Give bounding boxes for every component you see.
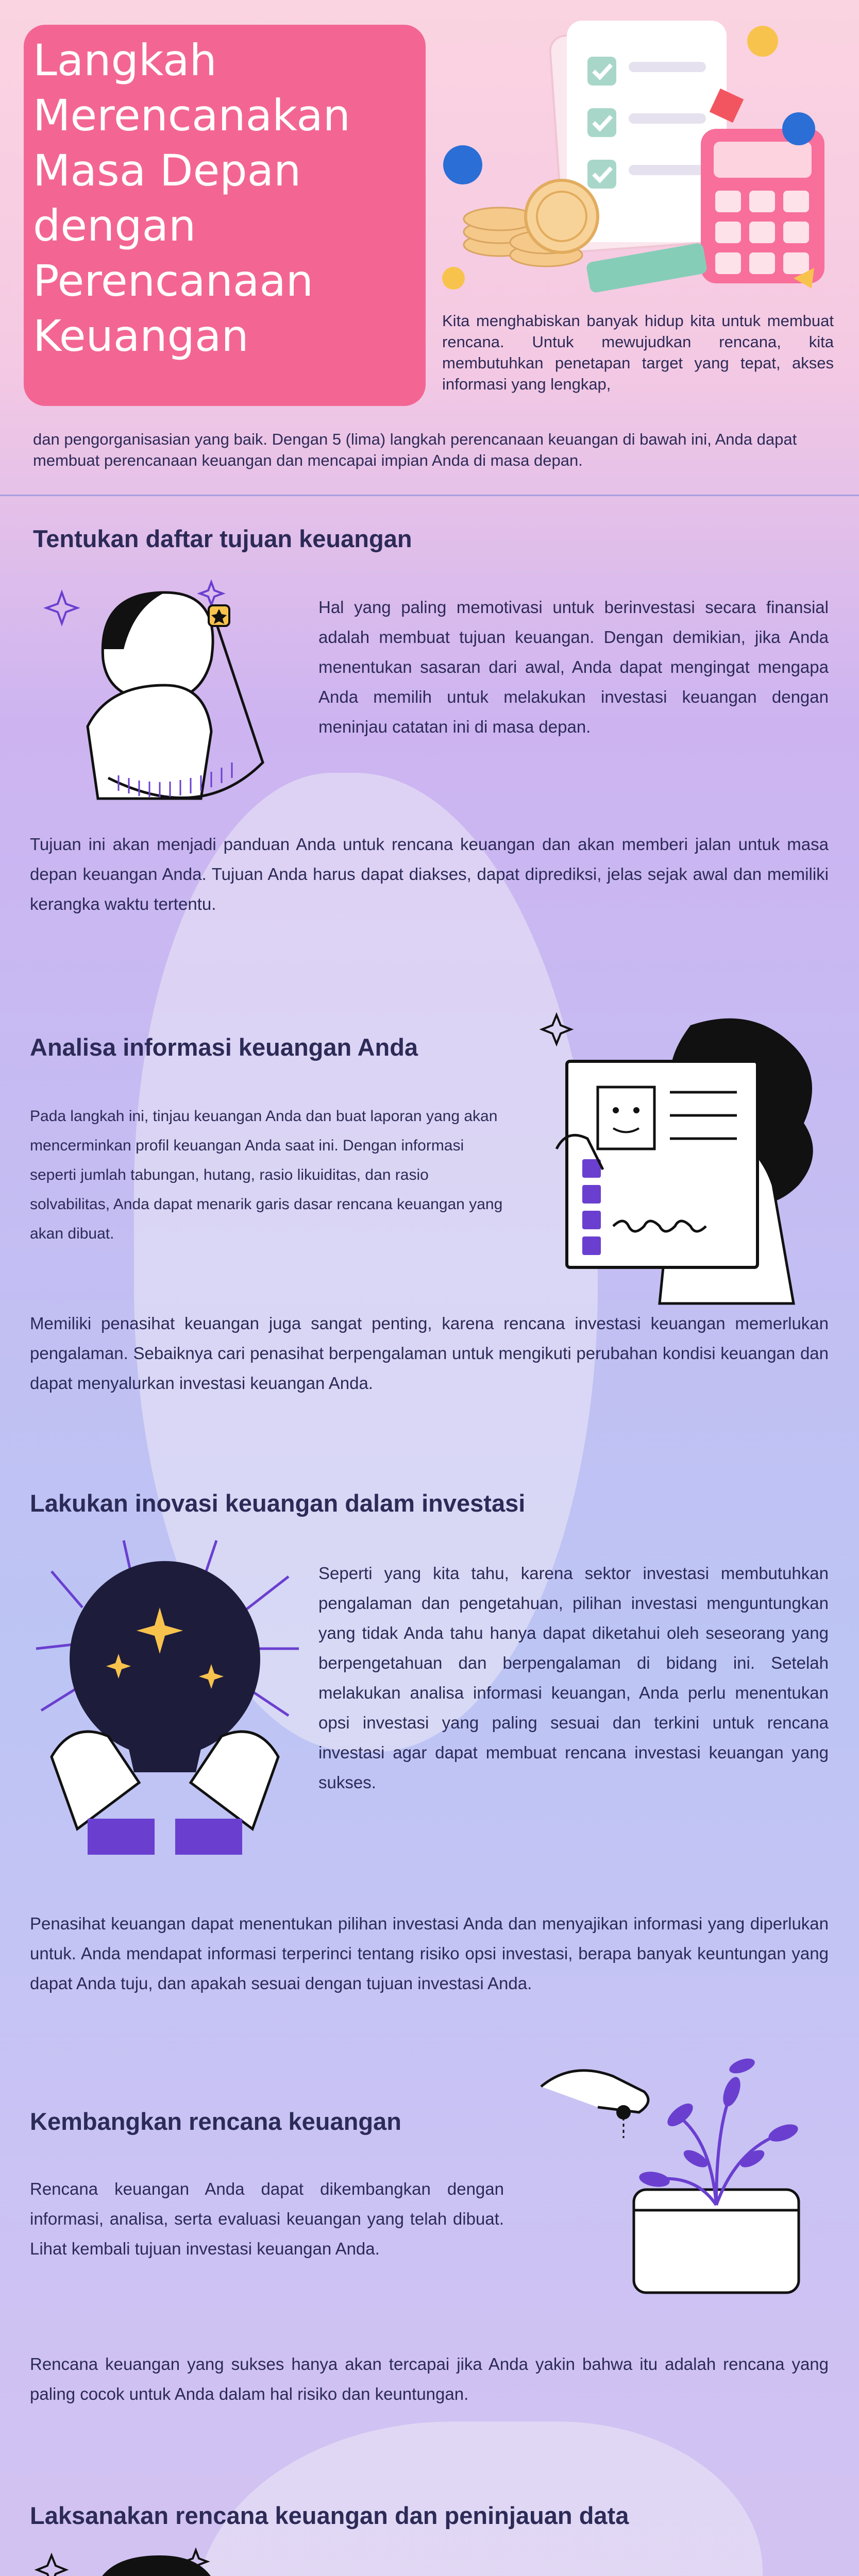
section-paragraph: Penasihat keuangan dapat menentukan pilihan investasi Anda dan menyajikan informasi yang diperlukan untuk. Anda mendapat informasi terperinci tentang risiko opsi investasi, berapa banyak keuntungan yang dapat Anda tuju, dan apakah sesuai dengan tujuan investasi Anda. <box>30 1914 829 1993</box>
section-heading: Tentukan daftar tujuan keuangan <box>33 525 412 552</box>
section-paragraph: Pada langkah ini, tinjau keuangan Anda dan buat laporan yang akan mencerminkan profil keuangan Anda saat ini. Dengan informasi seperti jumlah tabungan, hutang, rasio likuiditas, dan rasio solvabilitas, Anda dapat menarik garis dasar rencana keuangan yang akan dibuat. <box>30 1108 503 1242</box>
lightbulb-idea-illustration <box>21 1530 309 1865</box>
section-heading: Analisa informasi keuangan Anda <box>30 1033 418 1061</box>
section-paragraph: Seperti yang kita tahu, karena sektor investasi membutuhkan pengalaman dan pengetahuan, pilihan investasi menguntungkan yang tidak Anda tahu hanya dapat diketahui oleh seseorang yang berpengetahuan dan berpengalaman di bidang ini. Setelah melakukan analisa informasi keuangan, Anda perlu menentukan opsi investasi yang paling sesuai dan terkini untuk rencana investasi agar dapat membuat rencana investasi keuangan yang sukses. <box>318 1564 829 1792</box>
section-paragraph: Hal yang paling memotivasi untuk berinvestasi secara finansial adalah membuat tujuan keuangan. Dengan demikian, jika Anda menentukan sasaran dari awal, Anda dapat mengingat mengapa Anda memilih untuk melakukan investasi keuangan dengan meninjau catatan ini di masa depan. <box>318 598 829 736</box>
intro-text: Kita menghabiskan banyak hidup kita untuk membuat rencana. Untuk mewujudkan rencana, kita membutuhkan penetapan target yang tepat, akses informasi yang lengkap, <box>442 312 834 393</box>
section-paragraph: Rencana keuangan Anda dapat dikembangkan dengan informasi, analisa, serta evaluasi keuangan yang telah dibuat. Lihat kembali tujuan investasi keuangan Anda. <box>30 2179 504 2258</box>
woman-reviewing-report-illustration <box>536 1005 845 1324</box>
section-heading: Laksanakan rencana keuangan dan peninjauan data <box>30 2502 629 2529</box>
intro-text-continued: dan pengorganisasian yang baik. Dengan 5 (lima) langkah perencanaan keuangan di bawah ini, Anda dapat membuat perencanaan keuangan dan mencapai impian Anda di masa depan. <box>33 430 797 469</box>
page-title: Langkah Merencanakan Masa Depan dengan Perencanaan Keuangan <box>33 35 351 361</box>
section-paragraph: Rencana keuangan yang sukses hanya akan tercapai jika Anda yakin bahwa itu adalah rencana yang paling cocok untuk Anda dalam hal risiko dan keuntungan. <box>30 2354 829 2403</box>
woman-with-tablet-illustration <box>31 2535 319 2576</box>
section-paragraph: Tujuan ini akan menjadi panduan Anda untuk rencana keuangan dan akan memberi jalan untuk masa depan keuangan Anda. Tujuan Anda harus dapat diakses, dapat diprediksi, jelas sejak awal dan memiliki kerangka waktu tertentu. <box>30 835 829 913</box>
section-paragraph <box>318 2573 829 2576</box>
woman-with-list-illustration <box>41 572 289 809</box>
section-divider <box>0 495 859 496</box>
section-paragraph: Memiliki penasihat keuangan juga sangat penting, karena rencana investasi keuangan memerlukan pengalaman. Sebaiknya cari penasihat berpengalaman untuk mengikuti perubahan kondisi keuangan dan dapat menyalurkan investasi keuangan Anda. <box>30 1314 829 1393</box>
section-heading: Lakukan inovasi keuangan dalam investasi <box>30 1489 526 1517</box>
finance-checklist-illustration <box>433 10 845 309</box>
money-plant-wallet-illustration <box>526 2056 835 2303</box>
section-heading: Kembangkan rencana keuangan <box>30 2108 401 2135</box>
